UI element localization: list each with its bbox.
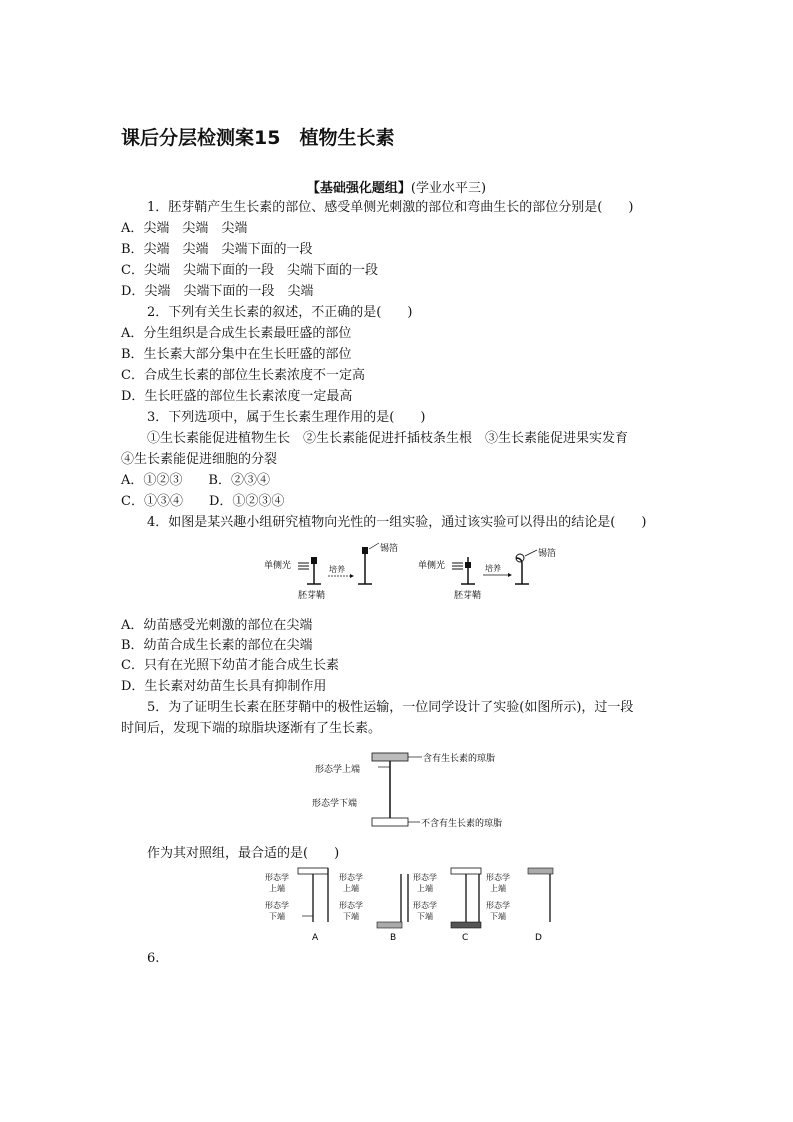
fig-a-upper-1: 形态学	[265, 873, 289, 882]
fig-d-upper-1: 形态学	[486, 873, 510, 882]
fig-a-letter: A	[312, 933, 319, 943]
fig4-tinfoil-label-left: 锡箔	[380, 544, 399, 554]
question-1-option-d: D．尖端 尖端下面的一段 尖端	[121, 284, 314, 299]
fig4-light-label-left: 单侧光	[264, 561, 292, 571]
fig4-tinfoil-label-right: 锡箔	[538, 549, 557, 559]
question-1-option-c: C．尖端 尖端下面的一段 尖端下面的一段	[121, 263, 378, 278]
question-5-control-prompt: 作为其对照组，最合适的是( )	[147, 846, 340, 861]
fig5-lower-end-label: 形态学下端	[312, 799, 358, 809]
fig-b-letter: B	[390, 933, 397, 943]
question-1-option-a: A．尖端 尖端 尖端	[121, 221, 248, 236]
question-5-stem-line2: 时间后，发现下端的琼脂块逐渐有了生长素。	[121, 721, 382, 736]
question-3-items-line2: ④生长素能促进细胞的分裂	[121, 452, 278, 467]
fig4-arrow-label-left: 培养	[329, 565, 345, 574]
option-b-figure	[328, 868, 402, 943]
fig4-light-label-right: 单侧光	[418, 561, 446, 571]
fig5-top-label: 含有生长素的琼脂	[423, 754, 496, 764]
control-options-figure	[262, 866, 562, 944]
question-2-option-c: C．合成生长素的部位生长素浓度不一定高	[121, 368, 365, 383]
question-6-stem: 6.	[147, 951, 160, 966]
question-3-options-ab: A．①②③ B．②③④	[121, 473, 270, 488]
fig4-seedling-label-left: 胚芽鞘	[298, 591, 326, 601]
fig-a-lower-1: 形态学	[265, 901, 289, 910]
fig-b-lower-1: 形态学	[339, 901, 363, 910]
page-title: 课后分层检测案15 植物生长素	[121, 127, 395, 149]
fig-d-lower-2: 下端	[490, 912, 506, 921]
question-5-stem-line1: 5．为了证明生长素在胚芽鞘中的极性运输，一位同学设计了实验(如图所示)，过一段	[147, 700, 634, 715]
fig-c-lower-1: 形态学	[413, 901, 437, 910]
option-c-figure	[408, 868, 481, 943]
fig-b-upper-2: 上端	[343, 884, 359, 893]
option-a-figure	[265, 868, 328, 943]
section-label: 【基础强化题组】	[306, 181, 411, 196]
question-1-stem: 1．胚芽鞘产生生长素的部位、感受单侧光刺激的部位和弯曲生长的部位分别是( )	[147, 200, 634, 215]
fig-c-upper-1: 形态学	[413, 873, 437, 882]
fig4-arrow-label-right: 培养	[485, 564, 501, 573]
fig-d-lower-1: 形态学	[486, 901, 510, 910]
fig5-bottom-label: 不含有生长素的琼脂	[421, 819, 503, 829]
question-3-items-line1: ①生长素能促进植物生长 ②生长素能促进扦插枝条生根 ③生长素能促进果实发育	[147, 431, 629, 446]
question-2-stem: 2．下列有关生长素的叙述，不正确的是( )	[147, 305, 413, 320]
fig-c-upper-2: 上端	[417, 884, 433, 893]
question-3-options-cd: C．①③④ D．①②③④	[121, 494, 285, 509]
question-2-option-b: B．生长素大部分集中在生长旺盛的部位	[121, 347, 352, 362]
fig4-tinfoil-cap-left-after	[362, 547, 368, 554]
option-d-figure	[479, 868, 553, 943]
fig-d-letter: D	[535, 933, 542, 943]
phototropism-figure	[258, 538, 558, 606]
fig5-agar-without-auxin	[372, 818, 408, 826]
section-heading	[0, 177, 793, 196]
fig-b-lower-2: 下端	[343, 912, 359, 921]
fig-c-lower-2: 下端	[417, 912, 433, 921]
fig-b-upper-1: 形态学	[339, 873, 363, 882]
polar-transport-figure	[300, 748, 540, 834]
fig-a-lower-2: 下端	[269, 912, 285, 921]
fig5-upper-end-label: 形态学上端	[315, 765, 361, 775]
fig-c-letter: C	[462, 933, 469, 943]
section-level: (学业水平三)	[410, 181, 487, 196]
question-4-stem: 4．如图是某兴趣小组研究植物向光性的一组实验，通过该实验可以得出的结论是( )	[147, 515, 647, 530]
fig-d-upper-2: 上端	[490, 884, 506, 893]
fig5-agar-with-auxin	[372, 753, 408, 761]
fig4-tinfoil-cap-left	[311, 557, 317, 564]
question-4-option-b: B．幼苗合成生长素的部位在尖端	[121, 638, 313, 653]
question-3-stem: 3．下列选项中，属于生长素生理作用的是( )	[147, 410, 426, 425]
question-1-option-b: B．尖端 尖端 尖端下面的一段	[121, 242, 313, 257]
fig4-seedling-label-right: 胚芽鞘	[454, 591, 482, 601]
fig-a-upper-2: 上端	[269, 884, 285, 893]
question-2-option-d: D．生长旺盛的部位生长素浓度一定最高	[121, 389, 353, 404]
question-4-option-a: A．幼苗感受光刺激的部位在尖端	[121, 618, 313, 633]
question-4-option-d: D．生长素对幼苗生长具有抑制作用	[121, 679, 327, 694]
question-4-option-c: C．只有在光照下幼苗才能合成生长素	[121, 658, 339, 673]
question-2-option-a: A．分生组织是合成生长素最旺盛的部位	[121, 326, 352, 341]
